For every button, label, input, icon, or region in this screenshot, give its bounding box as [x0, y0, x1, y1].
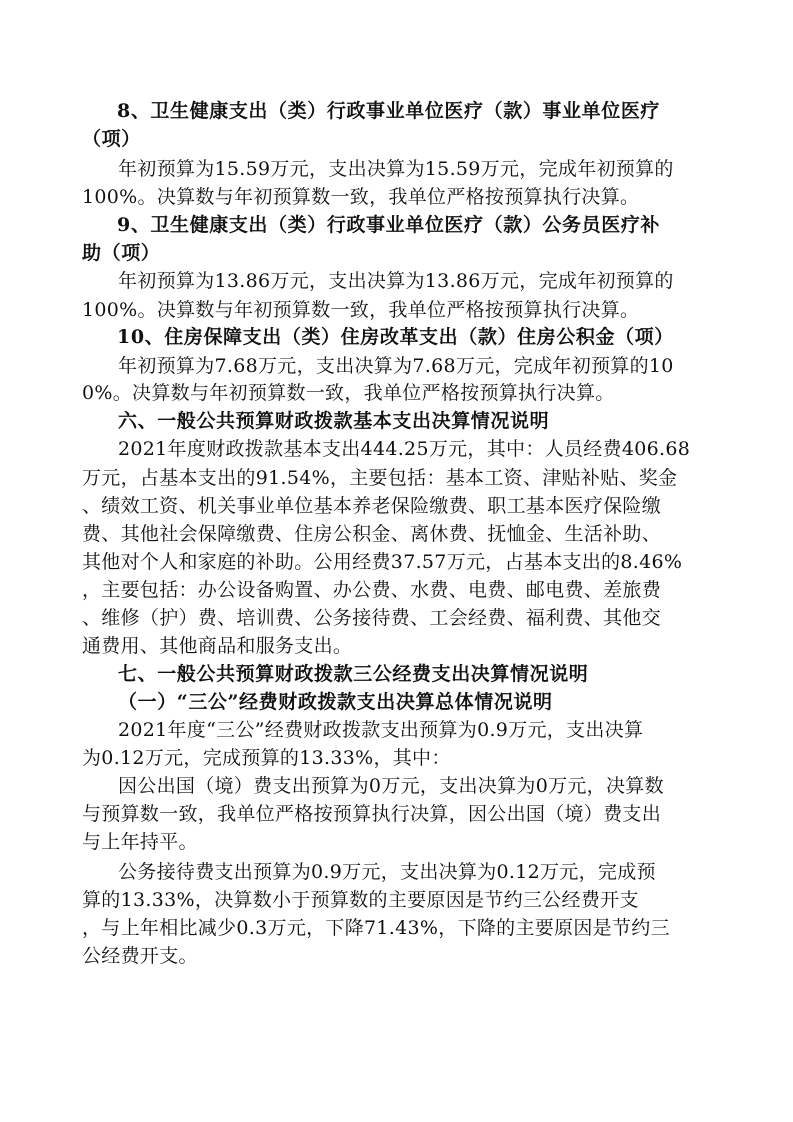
section-heading-six: 六、一般公共预算财政拨款基本支出决算情况说明 [118, 410, 550, 432]
heading-item-9-cont: 助（项） [82, 242, 161, 264]
heading-item-8: 8、卫生健康支出（类）行政事业单位医疗（款）事业单位医疗 [117, 100, 661, 122]
paragraph-line: 与上年持平。 [82, 831, 198, 853]
paragraph-line: 为0.12万元，完成预算的13.33%，其中： [82, 747, 451, 769]
paragraph-line: 与预算数一致，我单位严格按预算执行决算，因公出国（境）费支出 [82, 803, 662, 825]
paragraph-line: 100%。决算数与年初预算数一致，我单位严格按预算执行决算。 [82, 299, 640, 321]
paragraph-line: 万元，占基本支出的91.54%，主要包括：基本工资、津贴补贴、奖金 [82, 467, 678, 489]
paragraph-line: 年初预算为13.86万元，支出决算为13.86万元，完成年初预算的 [118, 270, 674, 292]
paragraph-line: 其他对个人和家庭的补助。公用经费37.57万元，占基本支出的8.46% [82, 551, 683, 573]
paragraph-line: 100%。决算数与年初预算数一致，我单位严格按预算执行决算。 [82, 186, 640, 208]
section-heading-seven: 七、一般公共预算财政拨款三公经费支出决算情况说明 [118, 663, 589, 685]
heading-item-9: 9、卫生健康支出（类）行政事业单位医疗（款）公务员医疗补 [117, 214, 661, 236]
heading-item-8-cont: （项） [82, 128, 141, 150]
paragraph-line: 因公出国（境）费支出预算为0万元，支出决算为0万元，决算数 [118, 775, 664, 797]
paragraph-line: ，主要包括：办公设备购置、办公费、水费、电费、邮电费、差旅费 [82, 579, 662, 601]
paragraph-line: 0%。决算数与年初预算数一致，我单位严格按预算执行决算。 [82, 382, 615, 404]
subsection-heading-one: （一）“三公”经费财政拨款支出决算总体情况说明 [118, 691, 553, 713]
paragraph-line: 公务接待费支出预算为0.9万元，支出决算为0.12万元，完成预 [118, 861, 656, 883]
paragraph-line: 公经费开支。 [82, 945, 198, 967]
paragraph-line: 年初预算为15.59万元，支出决算为15.59万元，完成年初预算的 [118, 158, 674, 180]
heading-item-10: 10、住房保障支出（类）住房改革支出（款）住房公积金（项） [117, 326, 674, 348]
paragraph-line: 算的13.33%，决算数小于预算数的主要原因是节约三公经费开支 [82, 889, 639, 911]
paragraph-line: 费、其他社会保障缴费、住房公积金、离休费、抚恤金、生活补助、 [82, 523, 662, 545]
paragraph-line: 、绩效工资、机关事业单位基本养老保险缴费、职工基本医疗保险缴 [82, 495, 662, 517]
paragraph-line: 年初预算为7.68万元，支出决算为7.68万元，完成年初预算的10 [118, 355, 674, 377]
paragraph-line: 2021年度财政拨款基本支出444.25万元，其中：人员经费406.68 [118, 438, 691, 460]
paragraph-line: ，与上年相比减少0.3万元，下降71.43%，下降的主要原因是节约三 [82, 917, 670, 939]
paragraph-line: 2021年度“三公”经费财政拨款支出预算为0.9万元，支出决算 [118, 719, 644, 741]
paragraph-line: 、维修（护）费、培训费、公务接待费、工会经费、福利费、其他交 [82, 607, 662, 629]
paragraph-line: 通费用、其他商品和服务支出。 [82, 635, 353, 657]
